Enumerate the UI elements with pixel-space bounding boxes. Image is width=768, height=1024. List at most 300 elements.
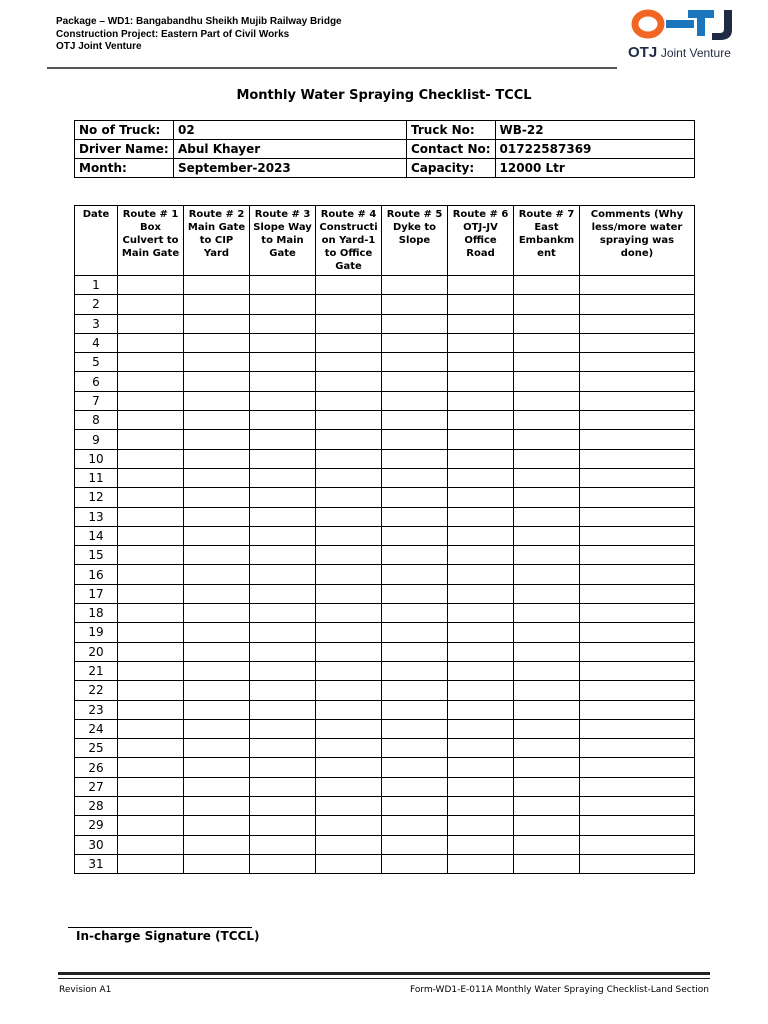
route-cell[interactable] (184, 507, 250, 526)
route-cell[interactable] (118, 661, 184, 680)
route-cell[interactable] (118, 372, 184, 391)
table-row (75, 758, 695, 777)
route-cell[interactable] (250, 797, 316, 816)
comments-cell[interactable] (580, 276, 695, 295)
route-cell[interactable] (250, 488, 316, 507)
route-cell[interactable] (316, 719, 382, 738)
route-cell[interactable] (316, 353, 382, 372)
comments-cell[interactable] (580, 700, 695, 719)
route-cell[interactable] (448, 642, 514, 661)
route-cell[interactable] (448, 468, 514, 487)
date-cell: 5 (75, 353, 118, 372)
date-cell: 19 (75, 623, 118, 642)
info-row (75, 140, 695, 159)
comments-cell[interactable] (580, 430, 695, 449)
truck-no-value: WB-22 (495, 121, 694, 140)
route-cell[interactable] (448, 777, 514, 796)
route-cell[interactable] (316, 488, 382, 507)
route-cell[interactable] (382, 507, 448, 526)
route-cell[interactable] (316, 604, 382, 623)
comments-cell[interactable] (580, 526, 695, 545)
route-cell[interactable] (250, 739, 316, 758)
route-cell[interactable] (250, 430, 316, 449)
route-cell[interactable] (448, 314, 514, 333)
comments-cell[interactable] (580, 623, 695, 642)
route-cell[interactable] (250, 854, 316, 873)
comments-cell[interactable] (580, 295, 695, 314)
route-cell[interactable] (118, 295, 184, 314)
route-cell[interactable] (448, 488, 514, 507)
route-cell[interactable] (448, 816, 514, 835)
route-cell[interactable] (118, 526, 184, 545)
route-cell[interactable] (118, 739, 184, 758)
route-cell[interactable] (250, 584, 316, 603)
route-cell[interactable] (448, 604, 514, 623)
route-cell[interactable] (448, 739, 514, 758)
header-row (75, 206, 695, 276)
route-cell[interactable] (316, 835, 382, 854)
comments-cell[interactable] (580, 642, 695, 661)
col-comments-header: Comments (Why less/more water spraying was done) (580, 206, 695, 276)
comments-cell[interactable] (580, 854, 695, 873)
route-cell[interactable] (514, 604, 580, 623)
route-cell[interactable] (316, 642, 382, 661)
date-cell: 17 (75, 584, 118, 603)
comments-cell[interactable] (580, 719, 695, 738)
col-route-6-header: Route # 6 OTJ-JV Office Road (448, 206, 514, 276)
checklist-table (74, 205, 695, 874)
col-route-7-header: Route # 7 East Embankm ent (514, 206, 580, 276)
route-cell[interactable] (118, 854, 184, 873)
route-cell[interactable] (250, 546, 316, 565)
date-cell: 9 (75, 430, 118, 449)
route-cell[interactable] (382, 430, 448, 449)
footer-revision: Revision A1 (59, 985, 112, 995)
route-cell[interactable] (250, 276, 316, 295)
route-cell[interactable] (514, 546, 580, 565)
table-row (75, 642, 695, 661)
comments-cell[interactable] (580, 661, 695, 680)
route-cell[interactable] (250, 623, 316, 642)
route-cell[interactable] (316, 854, 382, 873)
route-cell[interactable] (118, 276, 184, 295)
table-row (75, 661, 695, 680)
route-cell[interactable] (250, 449, 316, 468)
route-cell[interactable] (184, 546, 250, 565)
info-table (74, 120, 695, 178)
route-cell[interactable] (250, 353, 316, 372)
route-cell[interactable] (118, 430, 184, 449)
table-row (75, 488, 695, 507)
comments-cell[interactable] (580, 372, 695, 391)
route-cell[interactable] (514, 623, 580, 642)
route-cell[interactable] (448, 295, 514, 314)
route-cell[interactable] (250, 700, 316, 719)
route-cell[interactable] (118, 314, 184, 333)
route-cell[interactable] (382, 449, 448, 468)
date-cell: 14 (75, 526, 118, 545)
date-cell: 25 (75, 739, 118, 758)
route-cell[interactable] (118, 758, 184, 777)
route-cell[interactable] (250, 816, 316, 835)
route-cell[interactable] (316, 391, 382, 410)
route-cell[interactable] (184, 854, 250, 873)
route-cell[interactable] (118, 816, 184, 835)
col-date-header: Date (75, 206, 118, 276)
route-cell[interactable] (448, 546, 514, 565)
route-cell[interactable] (448, 526, 514, 545)
no-of-truck-label: No of Truck: (75, 121, 174, 140)
route-cell[interactable] (448, 430, 514, 449)
route-cell[interactable] (514, 816, 580, 835)
route-cell[interactable] (514, 449, 580, 468)
col-route-4-header: Route # 4 Constructi on Yard-1 to Office Gate (316, 206, 382, 276)
date-cell: 31 (75, 854, 118, 873)
route-cell[interactable] (316, 546, 382, 565)
route-cell[interactable] (250, 468, 316, 487)
table-row (75, 468, 695, 487)
route-cell[interactable] (316, 372, 382, 391)
route-cell[interactable] (184, 565, 250, 584)
header-line-3: OTJ Joint Venture (56, 41, 142, 52)
route-cell[interactable] (184, 333, 250, 352)
route-cell[interactable] (448, 854, 514, 873)
route-cell[interactable] (514, 797, 580, 816)
route-cell[interactable] (250, 391, 316, 410)
route-cell[interactable] (184, 430, 250, 449)
route-cell[interactable] (118, 642, 184, 661)
route-cell[interactable] (118, 507, 184, 526)
comments-cell[interactable] (580, 835, 695, 854)
route-cell[interactable] (448, 797, 514, 816)
table-row (75, 372, 695, 391)
route-cell[interactable] (316, 430, 382, 449)
comments-cell[interactable] (580, 468, 695, 487)
route-cell[interactable] (184, 681, 250, 700)
date-cell: 24 (75, 719, 118, 738)
route-cell[interactable] (118, 797, 184, 816)
route-cell[interactable] (316, 777, 382, 796)
route-cell[interactable] (184, 758, 250, 777)
route-cell[interactable] (184, 661, 250, 680)
col-route-2-header: Route # 2 Main Gate to CIP Yard (184, 206, 250, 276)
route-cell[interactable] (118, 468, 184, 487)
route-cell[interactable] (250, 507, 316, 526)
comments-cell[interactable] (580, 449, 695, 468)
route-cell[interactable] (316, 449, 382, 468)
table-row (75, 854, 695, 873)
route-cell[interactable] (250, 565, 316, 584)
route-cell[interactable] (118, 565, 184, 584)
route-cell[interactable] (316, 739, 382, 758)
route-cell[interactable] (316, 411, 382, 430)
date-cell: 22 (75, 681, 118, 700)
route-cell[interactable] (514, 854, 580, 873)
comments-cell[interactable] (580, 797, 695, 816)
truck-no-label: Truck No: (407, 121, 496, 140)
comments-cell[interactable] (580, 546, 695, 565)
route-cell[interactable] (184, 623, 250, 642)
route-cell[interactable] (514, 526, 580, 545)
route-cell[interactable] (118, 623, 184, 642)
route-cell[interactable] (184, 295, 250, 314)
route-cell[interactable] (118, 546, 184, 565)
route-cell[interactable] (184, 584, 250, 603)
route-cell[interactable] (184, 488, 250, 507)
route-cell[interactable] (316, 295, 382, 314)
route-cell[interactable] (382, 835, 448, 854)
route-cell[interactable] (382, 411, 448, 430)
table-row (75, 333, 695, 352)
route-cell[interactable] (184, 700, 250, 719)
route-cell[interactable] (316, 661, 382, 680)
table-row (75, 526, 695, 545)
route-cell[interactable] (316, 681, 382, 700)
route-cell[interactable] (514, 507, 580, 526)
route-cell[interactable] (382, 526, 448, 545)
route-cell[interactable] (382, 739, 448, 758)
route-cell[interactable] (250, 314, 316, 333)
route-cell[interactable] (118, 584, 184, 603)
route-cell[interactable] (514, 584, 580, 603)
comments-cell[interactable] (580, 314, 695, 333)
route-cell[interactable] (382, 758, 448, 777)
date-cell: 21 (75, 661, 118, 680)
date-cell: 20 (75, 642, 118, 661)
route-cell[interactable] (184, 411, 250, 430)
comments-cell[interactable] (580, 681, 695, 700)
route-cell[interactable] (514, 333, 580, 352)
route-cell[interactable] (448, 584, 514, 603)
date-cell: 26 (75, 758, 118, 777)
comments-cell[interactable] (580, 488, 695, 507)
route-cell[interactable] (250, 295, 316, 314)
route-cell[interactable] (382, 623, 448, 642)
comments-cell[interactable] (580, 584, 695, 603)
route-cell[interactable] (118, 449, 184, 468)
route-cell[interactable] (250, 758, 316, 777)
route-cell[interactable] (514, 372, 580, 391)
table-row (75, 411, 695, 430)
route-cell[interactable] (382, 661, 448, 680)
route-cell[interactable] (382, 546, 448, 565)
route-cell[interactable] (448, 391, 514, 410)
route-cell[interactable] (316, 507, 382, 526)
date-cell: 1 (75, 276, 118, 295)
route-cell[interactable] (448, 758, 514, 777)
route-cell[interactable] (316, 758, 382, 777)
route-cell[interactable] (382, 353, 448, 372)
route-cell[interactable] (448, 507, 514, 526)
route-cell[interactable] (514, 353, 580, 372)
month-value: September-2023 (174, 159, 407, 178)
route-cell[interactable] (316, 333, 382, 352)
route-cell[interactable] (382, 777, 448, 796)
route-cell[interactable] (250, 681, 316, 700)
route-cell[interactable] (316, 700, 382, 719)
route-cell[interactable] (382, 391, 448, 410)
route-cell[interactable] (250, 411, 316, 430)
route-cell[interactable] (184, 353, 250, 372)
comments-cell[interactable] (580, 353, 695, 372)
route-cell[interactable] (514, 835, 580, 854)
route-cell[interactable] (316, 565, 382, 584)
route-cell[interactable] (118, 777, 184, 796)
route-cell[interactable] (448, 372, 514, 391)
route-cell[interactable] (514, 391, 580, 410)
route-cell[interactable] (514, 430, 580, 449)
route-cell[interactable] (118, 700, 184, 719)
route-cell[interactable] (118, 391, 184, 410)
route-cell[interactable] (448, 276, 514, 295)
route-cell[interactable] (118, 719, 184, 738)
route-cell[interactable] (184, 449, 250, 468)
route-cell[interactable] (184, 642, 250, 661)
route-cell[interactable] (118, 681, 184, 700)
date-cell: 3 (75, 314, 118, 333)
route-cell[interactable] (118, 604, 184, 623)
route-cell[interactable] (250, 333, 316, 352)
route-cell[interactable] (118, 835, 184, 854)
route-cell[interactable] (448, 565, 514, 584)
route-cell[interactable] (382, 468, 448, 487)
route-cell[interactable] (514, 276, 580, 295)
table-row (75, 584, 695, 603)
route-cell[interactable] (448, 623, 514, 642)
route-cell[interactable] (184, 391, 250, 410)
route-cell[interactable] (184, 835, 250, 854)
header-rule (47, 67, 617, 69)
comments-cell[interactable] (580, 333, 695, 352)
route-cell[interactable] (184, 797, 250, 816)
route-cell[interactable] (184, 526, 250, 545)
route-cell[interactable] (184, 372, 250, 391)
route-cell[interactable] (514, 777, 580, 796)
route-cell[interactable] (382, 854, 448, 873)
route-cell[interactable] (514, 488, 580, 507)
route-cell[interactable] (382, 333, 448, 352)
route-cell[interactable] (448, 719, 514, 738)
comments-cell[interactable] (580, 507, 695, 526)
date-cell: 11 (75, 468, 118, 487)
route-cell[interactable] (184, 719, 250, 738)
route-cell[interactable] (316, 623, 382, 642)
route-cell[interactable] (382, 314, 448, 333)
comments-cell[interactable] (580, 739, 695, 758)
route-cell[interactable] (514, 739, 580, 758)
route-cell[interactable] (184, 314, 250, 333)
comments-cell[interactable] (580, 777, 695, 796)
route-cell[interactable] (250, 604, 316, 623)
route-cell[interactable] (250, 661, 316, 680)
table-row (75, 314, 695, 333)
route-cell[interactable] (118, 333, 184, 352)
route-cell[interactable] (316, 276, 382, 295)
comments-cell[interactable] (580, 391, 695, 410)
route-cell[interactable] (382, 604, 448, 623)
comments-cell[interactable] (580, 758, 695, 777)
route-cell[interactable] (250, 777, 316, 796)
table-row (75, 449, 695, 468)
route-cell[interactable] (514, 661, 580, 680)
route-cell[interactable] (382, 276, 448, 295)
route-cell[interactable] (382, 488, 448, 507)
route-cell[interactable] (184, 468, 250, 487)
route-cell[interactable] (316, 468, 382, 487)
date-cell: 30 (75, 835, 118, 854)
route-cell[interactable] (184, 816, 250, 835)
route-cell[interactable] (184, 777, 250, 796)
route-cell[interactable] (448, 353, 514, 372)
route-cell[interactable] (448, 661, 514, 680)
route-cell[interactable] (184, 276, 250, 295)
comments-cell[interactable] (580, 604, 695, 623)
route-cell[interactable] (448, 333, 514, 352)
route-cell[interactable] (514, 642, 580, 661)
table-row (75, 604, 695, 623)
route-cell[interactable] (250, 835, 316, 854)
table-row (75, 816, 695, 835)
route-cell[interactable] (382, 797, 448, 816)
route-cell[interactable] (448, 700, 514, 719)
route-cell[interactable] (382, 642, 448, 661)
route-cell[interactable] (514, 468, 580, 487)
route-cell[interactable] (316, 584, 382, 603)
comments-cell[interactable] (580, 565, 695, 584)
route-cell[interactable] (250, 642, 316, 661)
route-cell[interactable] (184, 604, 250, 623)
route-cell[interactable] (382, 816, 448, 835)
route-cell[interactable] (118, 488, 184, 507)
route-cell[interactable] (514, 411, 580, 430)
route-cell[interactable] (514, 700, 580, 719)
comments-cell[interactable] (580, 411, 695, 430)
route-cell[interactable] (118, 353, 184, 372)
route-cell[interactable] (448, 681, 514, 700)
route-cell[interactable] (382, 700, 448, 719)
route-cell[interactable] (118, 411, 184, 430)
route-cell[interactable] (382, 565, 448, 584)
comments-cell[interactable] (580, 816, 695, 835)
route-cell[interactable] (448, 411, 514, 430)
route-cell[interactable] (514, 719, 580, 738)
route-cell[interactable] (250, 526, 316, 545)
route-cell[interactable] (448, 449, 514, 468)
route-cell[interactable] (184, 739, 250, 758)
route-cell[interactable] (382, 681, 448, 700)
route-cell[interactable] (316, 816, 382, 835)
route-cell[interactable] (316, 797, 382, 816)
route-cell[interactable] (514, 681, 580, 700)
checklist-body (75, 276, 695, 874)
route-cell[interactable] (250, 719, 316, 738)
route-cell[interactable] (316, 526, 382, 545)
table-row (75, 430, 695, 449)
header-line-1: Package – WD1: Bangabandhu Sheikh Mujib Railway Bridge (56, 16, 342, 27)
route-cell[interactable] (514, 314, 580, 333)
route-cell[interactable] (250, 372, 316, 391)
route-cell[interactable] (448, 835, 514, 854)
route-cell[interactable] (382, 584, 448, 603)
table-row (75, 797, 695, 816)
route-cell[interactable] (382, 295, 448, 314)
route-cell[interactable] (514, 758, 580, 777)
route-cell[interactable] (514, 565, 580, 584)
route-cell[interactable] (382, 719, 448, 738)
route-cell[interactable] (514, 295, 580, 314)
route-cell[interactable] (316, 314, 382, 333)
route-cell[interactable] (382, 372, 448, 391)
